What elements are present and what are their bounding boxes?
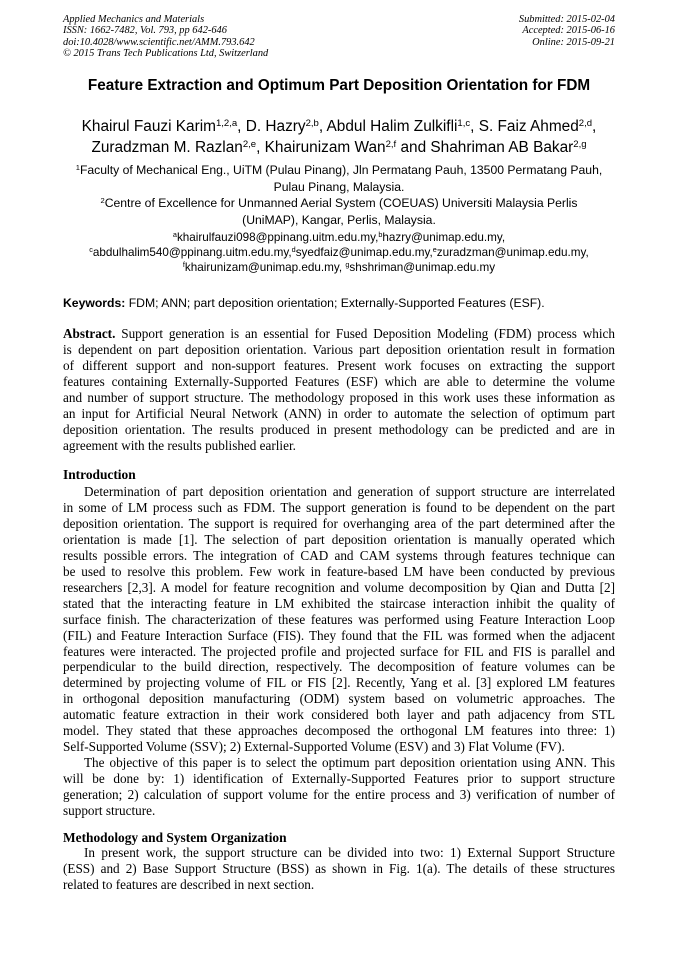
affiliation-text: Centre of Excellence for Unmanned Aerial System (COEUAS) Universiti Malaysia Perlis xyxy=(104,196,578,210)
email-mark: f xyxy=(182,260,185,270)
email-line xyxy=(40,260,638,275)
author-line-1 xyxy=(40,116,638,137)
body-line: features were interacted. The projected profile and projected surface for FIL and FIS is parallel and xyxy=(63,643,615,659)
author-separator: , xyxy=(318,118,327,135)
author-affil-mark: 2,e xyxy=(242,138,257,150)
keywords xyxy=(63,296,623,310)
email-line xyxy=(40,245,638,260)
body-line: researchers [2,3]. A model for feature recognition and volume decomposition by Qian and Dutta [2] xyxy=(63,579,615,595)
abstract-line: deposition orientation. The results produced in present methodology can be predicted and are in xyxy=(63,421,615,437)
abstract-line xyxy=(63,326,615,342)
copyright-line: © 2015 Trans Tech Publications Ltd, Switzerland xyxy=(63,48,269,60)
journal-name: Applied Mechanics and Materials xyxy=(63,14,205,25)
author-separator: , xyxy=(237,118,246,135)
affiliation-line: (UniMAP), Kangar, Perlis, Malaysia. xyxy=(242,213,436,227)
body-line: deposition orientation. The support is required for overhanging area of the part determined after the xyxy=(63,515,615,531)
author-affil-mark: 2,f xyxy=(385,138,397,150)
body-line: support structure. xyxy=(63,802,156,818)
email-mark: d xyxy=(291,245,296,255)
methodology-heading: Methodology and System Organization xyxy=(63,830,287,845)
affiliation-line: Pulau Pinang, Malaysia. xyxy=(273,180,405,194)
email-address: syedfaiz@unimap.edu.my, xyxy=(295,246,433,259)
running-header-left xyxy=(63,14,268,60)
body-line: related to features are described in next section. xyxy=(63,876,315,892)
abstract-text: Support generation is an essential for Fused Deposition Modeling (FDM) process which xyxy=(115,326,615,341)
body-line: (FIL) and Feature Interaction Surface (FIS). They found that the FIL was formed when the adjacent xyxy=(63,627,615,643)
email-mark: b xyxy=(378,230,383,240)
author-name: Abdul Halim Zulkifli xyxy=(326,118,458,135)
body-line: orientation is made [1]. The selection of part deposition orientation is manually operated which xyxy=(63,531,615,547)
body-line: in orthogonal deposition manufacturing (ODM) system based on volumetric approaches. The xyxy=(63,691,615,707)
online-date: Online: 2015-09-21 xyxy=(532,36,615,48)
abstract-line: and number of support structure. The methodology proposed in this work uses these information as xyxy=(63,389,615,405)
email-address: khairulfauzi098@ppinang.uitm.edu.my, xyxy=(176,231,379,244)
body-line: Determination of part deposition orientation and generation of support structure are interrelated xyxy=(84,484,615,499)
body-line: determined by projecting volume of FIL or FIS [2]. Recently, Yang et al. [3] explored LM features xyxy=(63,675,615,691)
body-line: perpendicular to the build direction, respectively. The decomposition of feature volumes can be xyxy=(63,659,615,675)
abstract-line: agreement with the results published earlier. xyxy=(63,437,296,453)
author-name: Shahriman AB Bakar xyxy=(430,139,574,156)
author-affil-mark: 2,b xyxy=(305,117,319,129)
body-line: automatic feature extraction in their work considered both layer and path adjacency from STL xyxy=(63,707,615,723)
email-list xyxy=(40,230,638,275)
keywords-text: FDM; ANN; part deposition orientation; Externally-Supported Features (ESF). xyxy=(125,296,545,310)
author-name: Khairul Fauzi Karim xyxy=(81,118,216,135)
body-line: model. They stated that these approaches decomposed the orthogonal LM features into three: 1) xyxy=(63,723,615,739)
body-line: generation; 2) calculation of support volume for the entire process and 3) verification of number of xyxy=(63,786,615,802)
abstract-line: features containing Externally-Supported Features (ESF) which are able to determine the volume xyxy=(63,373,615,389)
running-header-right xyxy=(519,14,615,48)
abstract xyxy=(63,326,615,454)
introduction-heading: Introduction xyxy=(63,467,136,482)
body-line: The objective of this paper is to select the optimum part deposition orientation using ANN. This xyxy=(84,755,615,770)
email-address: abdulhalim540@ppinang.uitm.edu.my, xyxy=(92,246,292,259)
body-line: be used to resolve this problem. Few work in feature-based LM have been conducted by previous xyxy=(63,563,615,579)
author-separator: , xyxy=(470,118,479,135)
author-affil-mark: 2,g xyxy=(573,138,587,150)
author-separator: , xyxy=(256,139,265,156)
abstract-line: is dependent on part deposition orientation. Various part deposition orientation result in formation xyxy=(63,341,615,357)
email-address: zuradzman@unimap.edu.my, xyxy=(436,246,589,259)
email-address: hazry@unimap.edu.my, xyxy=(382,231,506,244)
doi-line: doi:10.4028/www.scientific.net/AMM.793.642 xyxy=(63,36,255,48)
body-line: results possible errors. The integration of CAD and CAM systems through features technique can xyxy=(63,547,615,563)
email-address: khairunizam@unimap.edu.my, xyxy=(184,261,343,274)
email-mark: a xyxy=(172,230,177,240)
body-line: will be done by: 1) identification of Externally-Supported Features prior to support structure xyxy=(63,770,615,786)
paper-title: Feature Extraction and Optimum Part Deposition Orientation for FDM xyxy=(87,77,591,94)
methodology-paragraph-1 xyxy=(63,845,615,893)
affiliation-text: Faculty of Mechanical Eng., UiTM (Pulau Pinang), Jln Permatang Pauh, 13500 Permatang Pauh, xyxy=(79,163,603,177)
body-line: surface finish. The characterization of these features was performed using Feature Interaction Loop xyxy=(63,611,615,627)
email-mark: e xyxy=(432,245,437,255)
introduction-paragraph-2 xyxy=(63,755,615,819)
author-separator: , xyxy=(592,118,597,135)
body-line: In present work, the support structure can be divided into two: 1) External Support Structure xyxy=(84,845,615,860)
affiliation-2 xyxy=(50,195,628,229)
author-name: D. Hazry xyxy=(245,118,306,135)
author-list xyxy=(40,116,638,158)
email-line xyxy=(40,230,638,245)
accepted-date: Accepted: 2015-06-16 xyxy=(522,25,615,37)
email-mark: g xyxy=(345,260,350,270)
abstract-line: an input for Artificial Neural Network (ANN) in order to automate the selection of optimum part xyxy=(63,405,615,421)
affiliation-line xyxy=(50,162,628,179)
author-affil-mark: 1,c xyxy=(457,117,471,129)
introduction-paragraph-1 xyxy=(63,484,615,755)
author-affil-mark: 1,2,a xyxy=(215,117,238,129)
body-line: stated that the interacting feature in LM exhibited the staircase interaction inhibit the quality of xyxy=(63,595,615,611)
affiliation-mark: 2 xyxy=(100,195,105,205)
abstract-line: of different support and non-support features. Present work focuses on extracting the support xyxy=(63,357,615,373)
affiliation-line xyxy=(50,195,628,212)
email-address: shshriman@unimap.edu.my xyxy=(349,261,496,274)
email-mark: c xyxy=(89,245,93,255)
author-name: Zuradzman M. Razlan xyxy=(91,139,243,156)
author-name: S. Faiz Ahmed xyxy=(478,118,579,135)
author-affil-mark: 2,d xyxy=(578,117,593,129)
submitted-date: Submitted: 2015-02-04 xyxy=(518,14,615,25)
affiliation-mark: 1 xyxy=(75,162,80,172)
abstract-label: Abstract. xyxy=(63,326,116,341)
body-line: in some of LM process such as FDM. The support generation is found to be dependent on the part xyxy=(63,499,615,515)
affiliation-1 xyxy=(50,162,628,196)
body-line: (ESS) and 2) Base Support Structure (BSS) as shown in Fig. 1(a). The details of these structures xyxy=(63,860,615,876)
author-line-2 xyxy=(40,137,638,158)
keywords-label: Keywords: xyxy=(63,296,126,310)
issn-line: ISSN: 1662-7482, Vol. 793, pp 642-646 xyxy=(63,25,227,37)
author-name: Khairunizam Wan xyxy=(264,139,386,156)
author-separator: and xyxy=(396,139,431,156)
body-line: Self-Supported Volume (SSV); 2) External-Supported Volume (ESV) and 3) Flat Volume (FV). xyxy=(63,739,565,755)
